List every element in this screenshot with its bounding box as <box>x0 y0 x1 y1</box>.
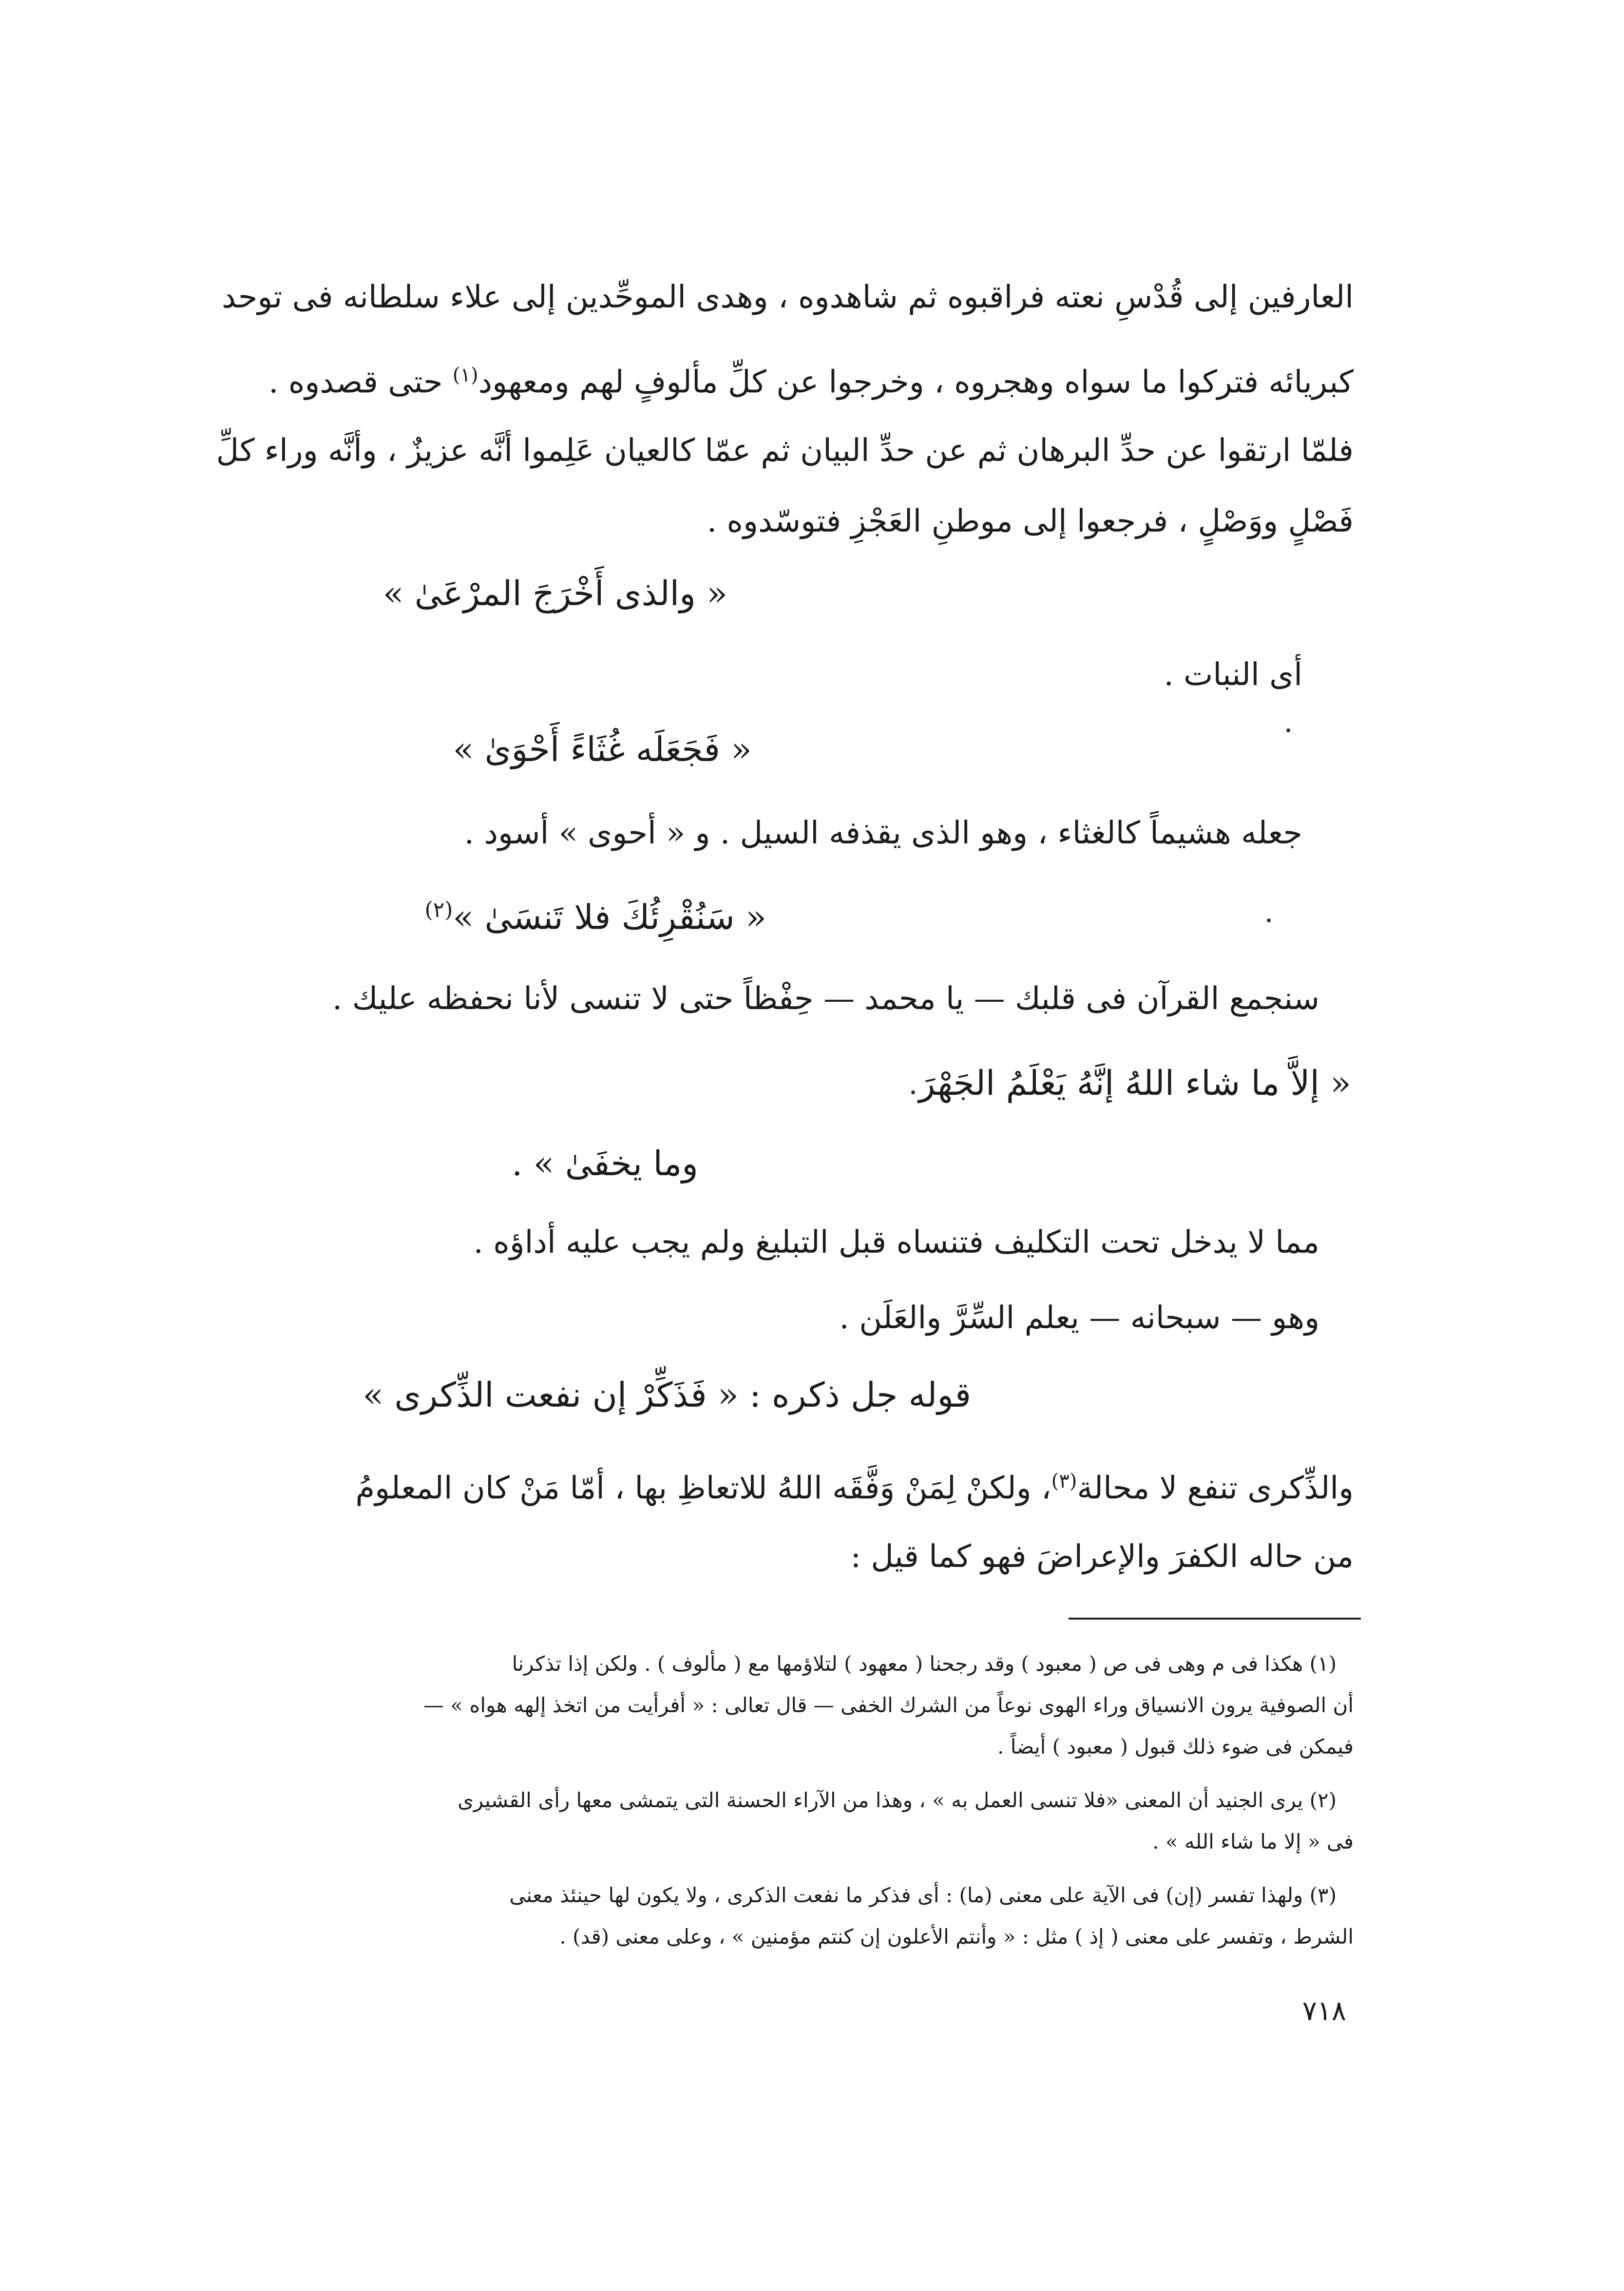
quran-quote-4a: « إلاَّ ما شاء اللهُ إنَّهُ يَعْلَمُ الجَهْرَ <box>918 1063 1351 1103</box>
explanation-5a-start: والذِّكرى تنفع لا محالة <box>1077 1470 1354 1507</box>
footnote-ref-2: (٢) <box>424 897 453 922</box>
footnote-1-line-3: فيمكن فى ضوء ذلك قبول ( معبود ) أيضاً . <box>997 1735 1354 1758</box>
body-line-3: فلمّا ارتقوا عن حدِّ البرهان ثم عن حدِّ البيان ثم عمّا كالعيان عَلِموا أنَّه عزيزٌ ، وأنَّه وراء كلِّ <box>216 433 1354 469</box>
footnote-3-line-2: الشرط ، وتفسر على معنى ( إذ ) مثل : « وأنتم الأعلون إن كنتم مؤمنين » ، وعلى معنى (قد) . <box>559 1925 1354 1948</box>
body-line-2-tail: حتى قصدوه . <box>268 364 443 401</box>
explanation-5a <box>355 1459 1354 1510</box>
footnote-ref-1: (١) <box>452 364 478 386</box>
speck <box>911 1090 915 1094</box>
explanation-5b: من حاله الكفرَ والإعراضَ فهو كما قيل : <box>850 1539 1354 1575</box>
explanation-3: سنجمع القرآن فى قلبك — يا محمد — حِفْظاً حتى لا تنسى لأنا نحفظه عليك . <box>332 981 1319 1017</box>
footnote-separator <box>1069 1618 1361 1620</box>
explanation-4a: مما لا يدخل تحت التكليف فتنساه قبل التبليغ ولم يجب عليه أداؤه . <box>473 1224 1319 1260</box>
page-number: ٧١٨ <box>1302 1995 1346 2027</box>
explanation-4b: وهو — سبحانه — يعلم السِّرَّ والعَلَن . <box>839 1300 1319 1336</box>
quran-quote-2: « فَجَعَلَه غُثَاءً أَحْوَىٰ » <box>453 729 752 769</box>
footnote-1-line-1: (١) هكذا فى م وهى فى ص ( معبود ) وقد رجحنا ( معهود ) لتلاؤمها مع ( مألوف ) . ولكن إذا تذكرنا <box>512 1652 1337 1676</box>
footnote-3-line-1: (٣) ولهذا تفسر (إن) فى الآية على معنى (ما) : أى فذكر ما نفعت الذكرى ، ولا يكون لها حينئذ معنى <box>509 1883 1337 1907</box>
quran-quote-5: قوله جل ذكره : « فَذَكِّرْ إن نفعت الذِّكرى » <box>363 1375 971 1415</box>
quran-quote-1: « والذى أَخْرَجَ المرْعَىٰ » <box>382 573 727 613</box>
explanation-1: أى النبات . <box>1164 657 1302 693</box>
footnote-2-line-2: فى « إلا ما شاء الله » . <box>1152 1830 1354 1853</box>
body-line-2-text: كبريائه فتركوا ما سواه وهجروه ، وخرجوا عن كلِّ مألوفٍ لهم ومعهود <box>478 364 1354 401</box>
explanation-2: جعله هشيماً كالغثاء ، وهو الذى يقذفه السيل . و « أحوى » أسود . <box>464 815 1302 851</box>
footnote-1-line-2: أن الصوفية يرون الانسياق وراء الهوى نوعاً من الشرك الخفى — قال تعالى : « أفرأيت من اتخذ إلهه هواه » — <box>423 1693 1354 1717</box>
body-line-4: فَصْلٍ ووَصْلٍ ، فرجعوا إلى موطنِ العَجْزِ فتوسّدوه . <box>707 503 1354 539</box>
speck <box>1286 728 1290 732</box>
speck <box>1267 918 1271 922</box>
footnote-ref-3: (٣) <box>1051 1470 1077 1492</box>
quran-quote-3-text: « سَنُقْرِئُكَ فلا تَنسَىٰ » <box>453 897 766 937</box>
quran-quote-3 <box>424 887 766 940</box>
footnote-2-line-1: (٢) يرى الجنيد أن المعنى «فلا تنسى العمل به » ، وهذا من الآراء الحسنة التى يتمشى معها رأى القشيرى <box>458 1788 1337 1812</box>
body-line-1: العارفين إلى قُدْسِ نعته فراقبوه ثم شاهدوه ، وهدى الموحِّدين إلى علاء سلطانه فى توحد <box>222 279 1354 315</box>
explanation-5a-end: ، ولكنْ لِمَنْ وَفَّقَه اللهُ للاتعاظِ بها ، أمّا مَنْ كان المعلومُ <box>355 1470 1051 1507</box>
body-line-2 <box>268 353 1354 404</box>
quran-quote-4b: وما يخفَىٰ » . <box>512 1144 698 1184</box>
